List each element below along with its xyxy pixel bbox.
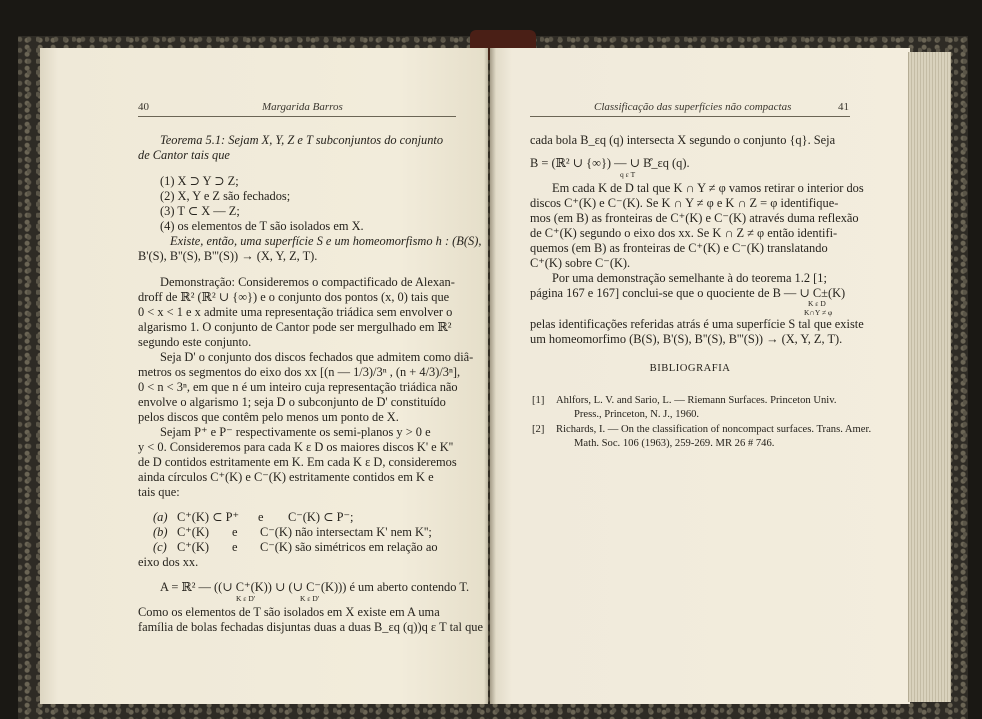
reference-2-label: [2] [532,424,545,435]
right-body-line-8: C⁺(K) sobre C⁻(K). [530,256,631,270]
proof-line-13: de D contidos estritamente em K. Em cada K ε D, consideremos [138,455,457,469]
condition-2: (2) X, Y e Z são fechados; [160,189,291,203]
proof-line-14: ainda círculos C⁺(K) e C⁻(K) estritamente contidos em K e [138,470,434,484]
case-b-left: C⁺(K) [177,525,210,539]
reference-1-label: [1] [532,395,545,406]
proof-line-7: metros os segmentos do eixo dos xx [(n — 1/3)/3ⁿ , (n + 4/3)/3ⁿ], [138,365,461,379]
proof-line-6: Seja D' o conjunto dos discos fechados que admitem como diâ- [160,350,474,364]
right-body-line-10: página 167 e 167] conclui-se que o quociente de B — ∪ C±(K) [530,286,846,300]
right-body-line-11: pelas identificações referidas atrás é uma superfície S tal que existe [530,317,864,331]
bibliography-title: BIBLIOGRAFIA [649,363,731,374]
page-number-right: 41 [838,101,849,113]
union-sub-1: q ε T [620,170,636,179]
case-b-right: C⁻(K) não intersectam K' nem K''; [260,525,432,539]
right-body-line-5: mos (em B) as fronteiras de C⁺(K) e C⁻(K) através duma reflexão [530,211,859,225]
case-b-label: (b) [153,525,168,539]
proof-line-12: y < 0. Consideremos para cada K ε D os maiores discos K' e K'' [138,440,454,454]
formula-a-sub-1: K ε D' [236,594,256,603]
final-line-1: Como os elementos de T são isolados em X existe em A uma [138,605,440,619]
proof-line-10: pelos discos que contêm pelo menos um ponto de X. [138,410,399,424]
existe-line-2: B'(S), B''(S), B'''(S)) → (X, Y, Z, T). [138,249,318,263]
union-sub-3: K∩Y ≠ φ [804,308,833,317]
case-c-conj: e [232,540,238,554]
proof-line-11: Sejam P⁺ e P⁻ respectivamente os semi-planos y > 0 e [160,425,431,439]
proof-line-3: 0 < x < 1 e x admite uma representação triádica sem envolver o [138,305,453,319]
condition-1: (1) X ⊃ Y ⊃ Z; [160,174,239,188]
book-gutter [484,48,496,704]
header-rule-left [138,116,456,117]
right-body-line-4: discos C⁺(K) e C⁻(K). Se K ∩ Y ≠ φ e K ∩ Z = φ identifique- [530,196,839,210]
existe-line-1: Existe, então, uma superfície S e um homeomorfismo h : (B(S), [170,234,482,248]
page-edges [908,52,951,702]
cases-tail: eixo dos xx. [138,555,199,569]
running-head-left: Margarida Barros [262,101,343,113]
right-body-line-2: B = (ℝ² ∪ {∞}) — ∪ B̊_εq (q). [530,156,690,170]
proof-line-1: Demonstração: Consideremos o compactificado de Alexan- [160,275,455,289]
page-number-left: 40 [138,101,149,113]
case-b-conj: e [232,525,238,539]
condition-4: (4) os elementos de T são isolados em X. [160,219,364,233]
case-a-conj: e [258,510,264,524]
proof-line-15: tais que: [138,485,180,499]
running-head-right: Classificação das superfícies não compactas [594,101,792,113]
formula-a-sub-2: K ε D' [300,594,320,603]
right-body-line-9: Por uma demonstração semelhante à do teorema 1.2 [1; [552,271,827,285]
formula-a: A = ℝ² — ((∪ C⁺(K)) ∪ (∪ C⁻(K))) é um aberto contendo T. [160,580,470,594]
right-body-line-7: quemos (em B) as fronteiras de C⁺(K) e C⁻(K) translatando [530,241,828,255]
right-body-line-12: um homeomorfimo (B(S), B'(S), B''(S), B'''(S)) → (X, Y, Z, T). [530,332,843,346]
theorem-line-1: Teorema 5.1: Sejam X, Y, Z e T subconjuntos do conjunto [160,133,444,147]
right-body-line-3: Em cada K de D tal que K ∩ Y ≠ φ vamos retirar o interior dos [552,181,864,195]
condition-3: (3) T ⊂ X — Z; [160,204,240,218]
final-line-2: família de bolas fechadas disjuntas duas a duas B_εq (q))q ε T tal que [138,620,483,634]
case-c-left: C⁺(K) [177,540,210,554]
header-rule-right [530,116,850,117]
union-sub-2: K ε D [808,299,826,308]
proof-line-4: algarismo 1. O conjunto de Cantor pode ser mergulhado em ℝ² [138,320,452,334]
case-a-label: (a) [153,510,168,524]
proof-line-2: droff de ℝ² (ℝ² ∪ {∞}) e o conjunto dos pontos (x, 0) tais que [138,290,450,304]
reference-1-line-2: Press., Princeton, N. J., 1960. [574,409,700,420]
case-c-right: C⁻(K) são simétricos em relação ao [260,540,438,554]
theorem-line-2: de Cantor tais que [138,148,230,162]
proof-line-8: 0 < n < 3ⁿ, em que n é um inteiro cuja representação triádica não [138,380,458,394]
right-body-line-6: de C⁺(K) segundo o eixo dos xx. Se K ∩ Z ≠ φ então identifi- [530,226,838,240]
case-a-left: C⁺(K) ⊂ P⁺ [177,510,240,524]
proof-line-5: segundo este conjunto. [138,335,252,349]
proof-line-9: envolve o algarismo 1; seja D o subconjunto de D' constituído [138,395,446,409]
case-a-right: C⁻(K) ⊂ P⁻; [288,510,354,524]
reference-1-line-1: Ahlfors, L. V. and Sario, L. — Riemann Surfaces. Princeton Univ. [556,395,837,406]
right-body-line-1: cada bola B_εq (q) intersecta X segundo o conjunto {q}. Seja [530,133,836,147]
reference-2-line-1: Richards, I. — On the classification of noncompact surfaces. Trans. Amer. [556,424,872,435]
case-c-label: (c) [153,540,167,554]
reference-2-line-2: Math. Soc. 106 (1963), 259-269. MR 26 # 746. [574,438,775,449]
